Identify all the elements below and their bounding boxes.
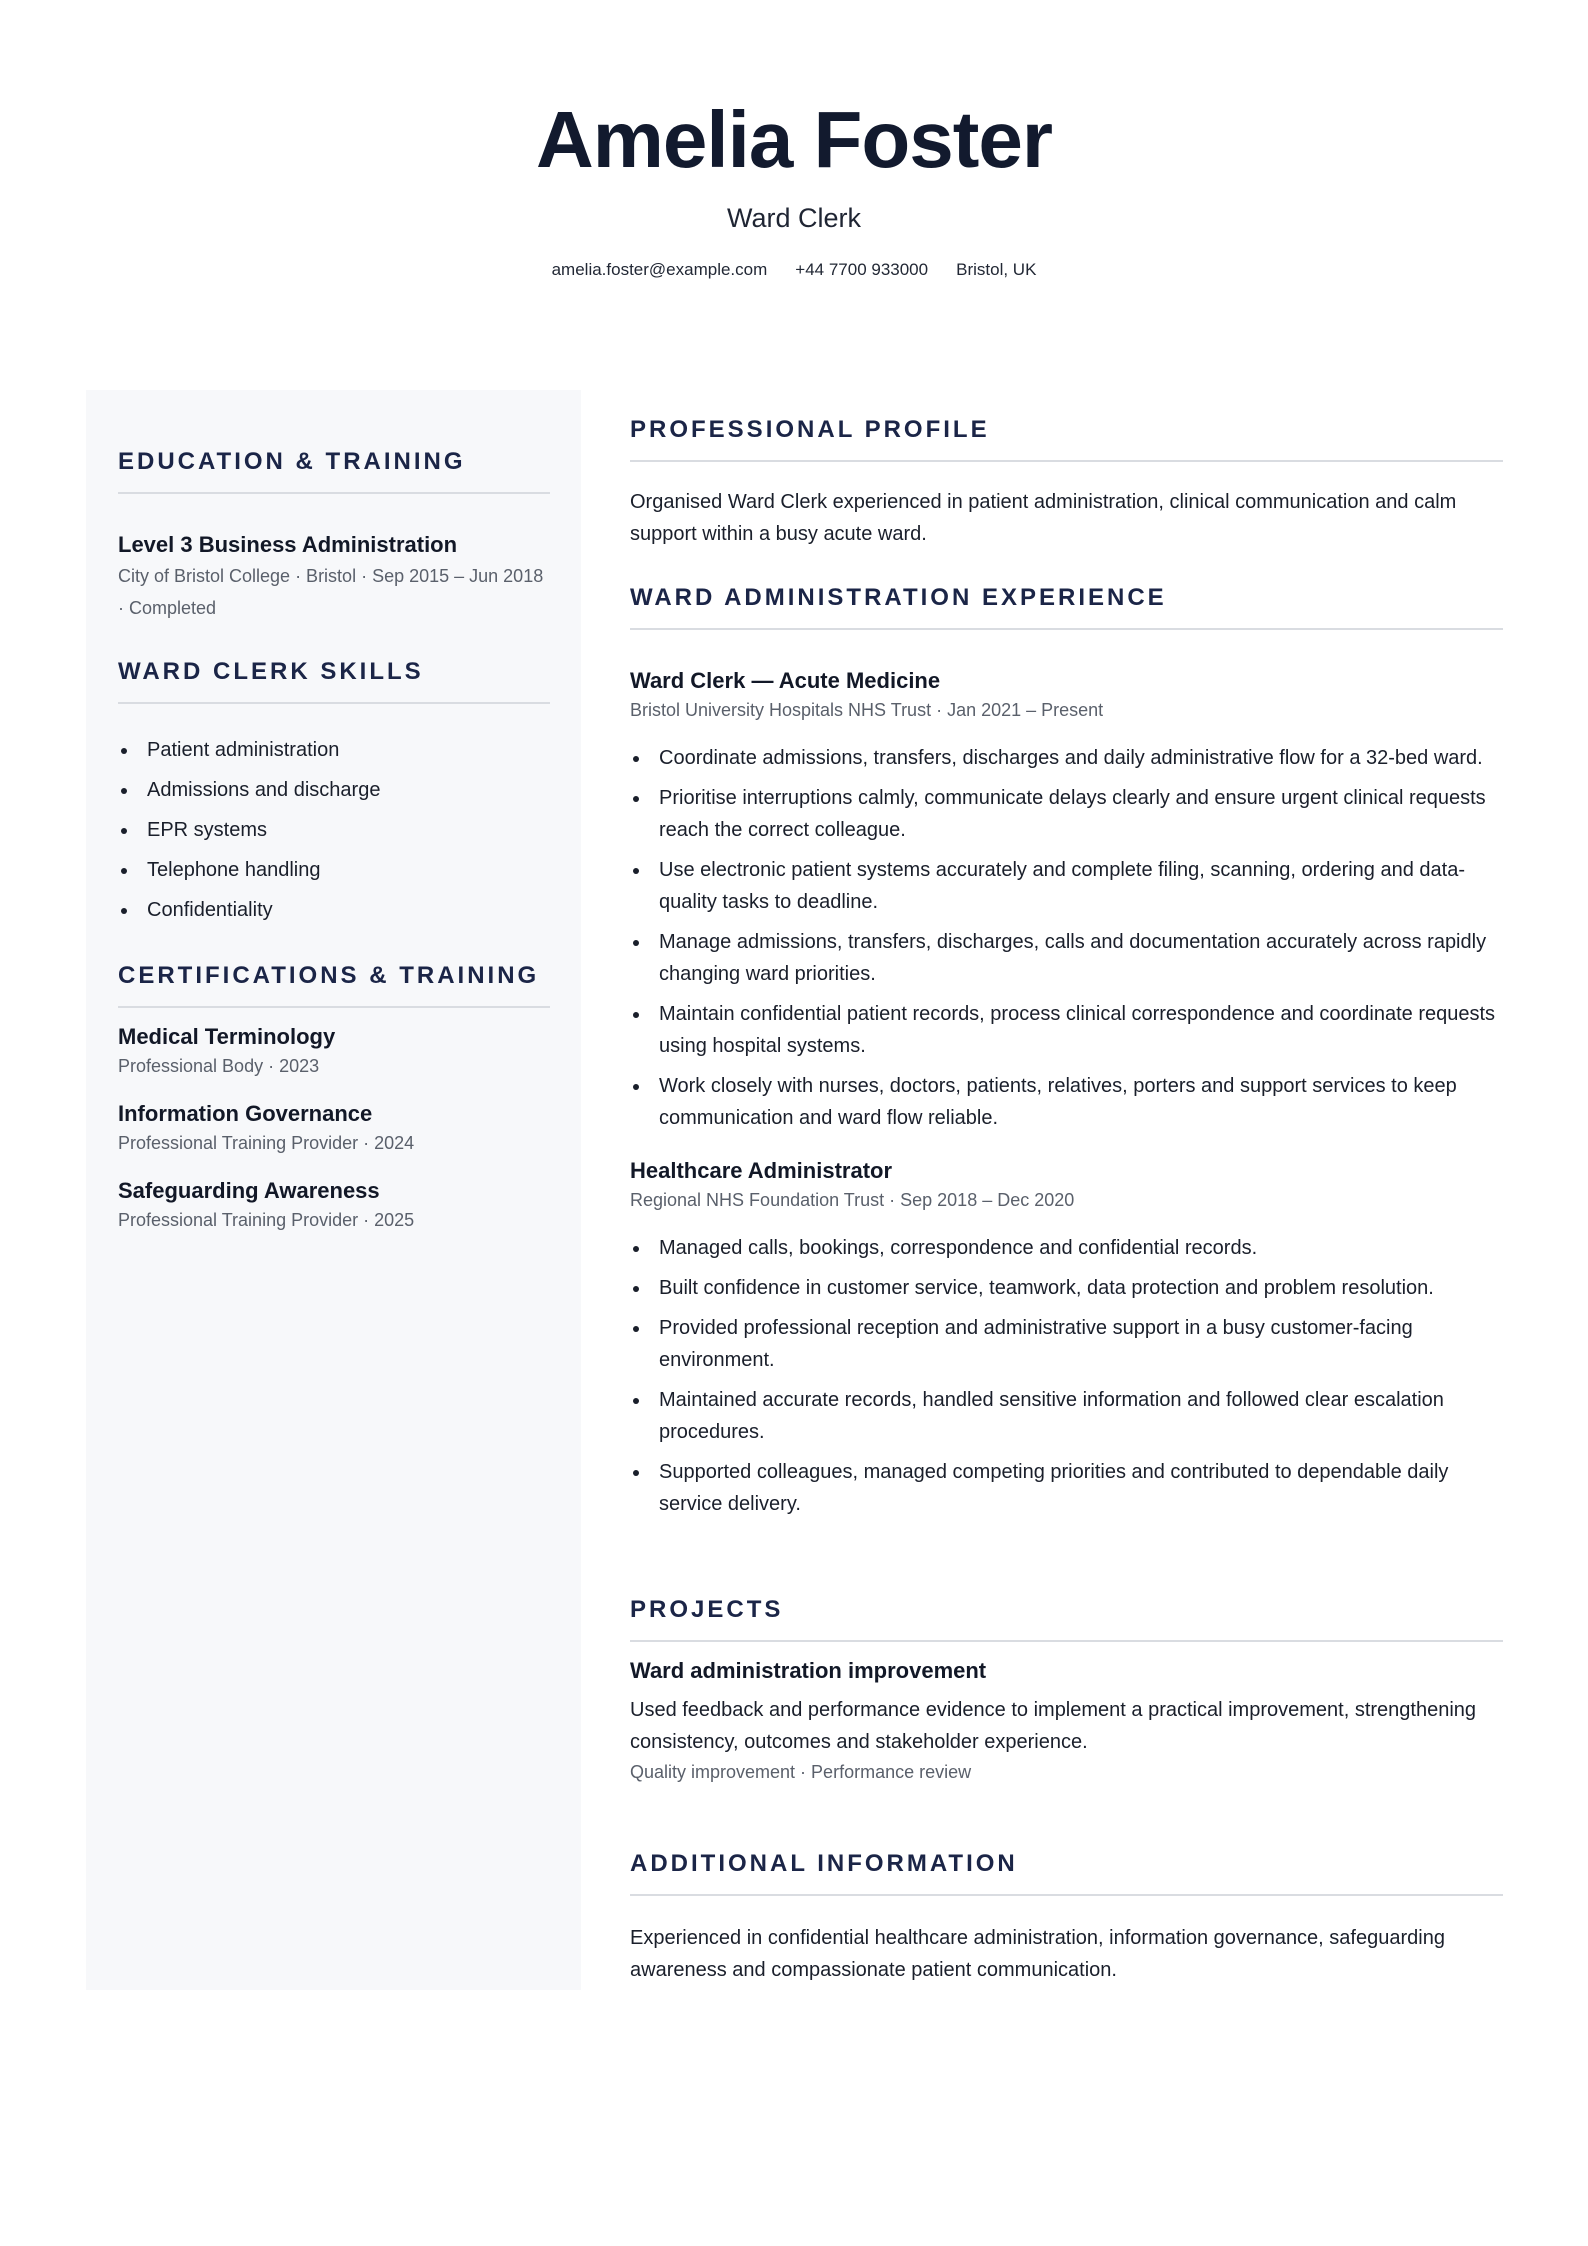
profile-section bbox=[630, 416, 1503, 550]
job-title: Healthcare Administrator bbox=[630, 1158, 893, 1183]
candidate-role: Ward Clerk bbox=[726, 203, 861, 233]
certification-title: Medical Terminology bbox=[118, 1024, 336, 1049]
certification-meta: Professional Training Provider · 2024 bbox=[118, 1133, 415, 1153]
certification-title: Information Governance bbox=[118, 1101, 373, 1126]
job-title: Ward Clerk — Acute Medicine bbox=[630, 668, 941, 693]
contact-line bbox=[0, 260, 1588, 280]
projects-section bbox=[630, 1596, 1503, 1786]
skill-item: Confidentiality bbox=[118, 894, 550, 926]
section-title-experience: WARD ADMINISTRATION EXPERIENCE bbox=[630, 584, 1167, 611]
additional-section bbox=[630, 1850, 1503, 1986]
skill-item: Telephone handling bbox=[118, 854, 550, 886]
skill-item: EPR systems bbox=[118, 814, 550, 846]
section-divider bbox=[118, 492, 550, 494]
job-entry bbox=[630, 666, 1503, 1134]
education-entry bbox=[118, 530, 550, 624]
job-bullet: Provided professional reception and administrative support in a busy customer-facing environment. bbox=[630, 1312, 1503, 1376]
project-tags: Quality improvement · Performance review bbox=[630, 1762, 972, 1782]
section-title-skills: WARD CLERK SKILLS bbox=[118, 658, 424, 685]
certifications-section bbox=[118, 962, 550, 1234]
certification-entry bbox=[118, 1176, 550, 1234]
section-divider bbox=[630, 628, 1503, 630]
contact-email[interactable]: amelia.foster@example.com bbox=[551, 260, 768, 279]
job-bullet: Prioritise interruptions calmly, communicate delays clearly and ensure urgent clinical requests reach the correct colleague. bbox=[630, 782, 1503, 846]
job-bullet: Coordinate admissions, transfers, discharges and daily administrative flow for a 32-bed ward. bbox=[630, 742, 1503, 774]
certification-entry bbox=[118, 1022, 550, 1080]
section-title-certifications: CERTIFICATIONS & TRAINING bbox=[118, 962, 540, 989]
education-section bbox=[118, 448, 550, 624]
certification-title: Safeguarding Awareness bbox=[118, 1178, 380, 1203]
education-entry-meta: City of Bristol College · Bristol · Sep 2015 – Jun 2018 · Completed bbox=[118, 566, 544, 618]
section-divider bbox=[630, 1640, 1503, 1642]
skill-item: Patient administration bbox=[118, 734, 550, 766]
job-bullet: Managed calls, bookings, correspondence and confidential records. bbox=[630, 1232, 1503, 1264]
section-divider bbox=[630, 1894, 1503, 1896]
project-text: Used feedback and performance evidence to implement a practical improvement, strengthening consistency, outcomes and stakeholder experience. bbox=[630, 1699, 1477, 1753]
job-bullet: Maintain confidential patient records, process clinical correspondence and coordinate requests using hospital systems. bbox=[630, 998, 1503, 1062]
section-title-education: EDUCATION & TRAINING bbox=[118, 448, 466, 475]
certification-meta: Professional Body · 2023 bbox=[118, 1056, 320, 1076]
job-meta: Bristol University Hospitals NHS Trust · Jan 2021 – Present bbox=[630, 700, 1104, 720]
sidebar bbox=[86, 390, 581, 1990]
section-divider bbox=[118, 1006, 550, 1008]
project-entry bbox=[630, 1656, 1503, 1786]
section-divider bbox=[118, 702, 550, 704]
section-divider bbox=[630, 460, 1503, 462]
job-bullet: Built confidence in customer service, teamwork, data protection and problem resolution. bbox=[630, 1272, 1503, 1304]
profile-text: Organised Ward Clerk experienced in patient administration, clinical communication and calm support within a busy acute ward. bbox=[630, 491, 1457, 545]
section-title-additional: ADDITIONAL INFORMATION bbox=[630, 1850, 1018, 1877]
job-bullets bbox=[630, 1232, 1503, 1520]
skills-list bbox=[118, 734, 550, 926]
experience-section bbox=[630, 584, 1503, 1528]
job-bullet: Use electronic patient systems accurately and complete filing, scanning, ordering and data-quality tasks to deadline. bbox=[630, 854, 1503, 918]
job-bullet: Supported colleagues, managed competing priorities and contributed to dependable daily service delivery. bbox=[630, 1456, 1503, 1520]
job-bullets bbox=[630, 742, 1503, 1134]
contact-location: Bristol, UK bbox=[956, 260, 1037, 279]
job-bullet: Manage admissions, transfers, discharges, calls and documentation accurately across rapidly changing ward priorities. bbox=[630, 926, 1503, 990]
additional-text: Experienced in confidential healthcare administration, information governance, safeguarding awareness and compassionate patient communication. bbox=[630, 1927, 1445, 1981]
candidate-name: Amelia Foster bbox=[535, 95, 1053, 184]
job-bullet: Work closely with nurses, doctors, patients, relatives, porters and support services to keep communication and ward flow reliable. bbox=[630, 1070, 1503, 1134]
resume-header bbox=[0, 90, 1588, 280]
certification-meta: Professional Training Provider · 2025 bbox=[118, 1210, 415, 1230]
section-title-profile: PROFESSIONAL PROFILE bbox=[630, 416, 990, 443]
job-entry bbox=[630, 1156, 1503, 1520]
section-title-projects: PROJECTS bbox=[630, 1596, 784, 1623]
certification-entry bbox=[118, 1099, 550, 1157]
education-entry-title: Level 3 Business Administration bbox=[118, 532, 458, 557]
project-title: Ward administration improvement bbox=[630, 1658, 987, 1683]
job-meta: Regional NHS Foundation Trust · Sep 2018 – Dec 2020 bbox=[630, 1190, 1075, 1210]
contact-phone[interactable]: +44 7700 933000 bbox=[795, 260, 929, 279]
job-bullet: Maintained accurate records, handled sensitive information and followed clear escalation procedures. bbox=[630, 1384, 1503, 1448]
skill-item: Admissions and discharge bbox=[118, 774, 550, 806]
skills-section bbox=[118, 658, 550, 926]
